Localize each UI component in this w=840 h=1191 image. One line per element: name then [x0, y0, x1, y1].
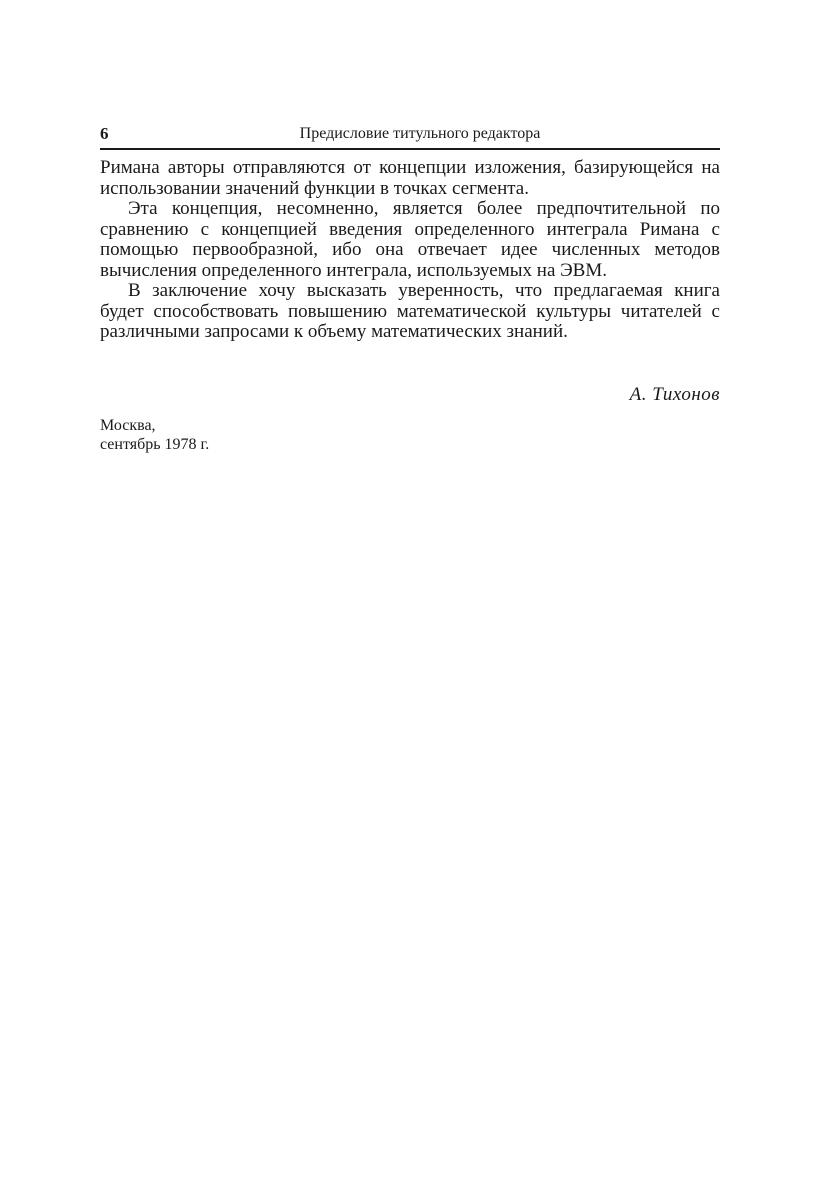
paragraph-concept: Эта концепция, несомненно, является более предпочтительной по сравнению с концепцией введения определенного интеграла Римана с помощью первообразной, ибо она отвечает идее численных методов вычисления определенного интеграла, используемых на ЭВМ.	[100, 198, 720, 281]
place-date	[100, 416, 209, 454]
author-signature: А. Тихонов	[629, 384, 720, 405]
page-number: 6	[100, 124, 109, 143]
date: сентябрь 1978 г.	[100, 436, 210, 453]
paragraph-conclusion: В заключение хочу высказать уверенность, что предлагаемая книга будет способствовать повышению математической культуры читателей с различными запросами к объему математических знаний.	[100, 280, 720, 342]
city: Москва,	[100, 417, 156, 434]
page-header	[100, 122, 720, 146]
header-rule	[100, 148, 720, 150]
body-text	[100, 158, 720, 343]
running-title: Предисловие титульного редактора	[299, 125, 541, 142]
paragraph-continuation: Римана авторы отправляются от концепции изложения, базирующейся на использовании значений функции в точках сегмента.	[100, 157, 720, 199]
